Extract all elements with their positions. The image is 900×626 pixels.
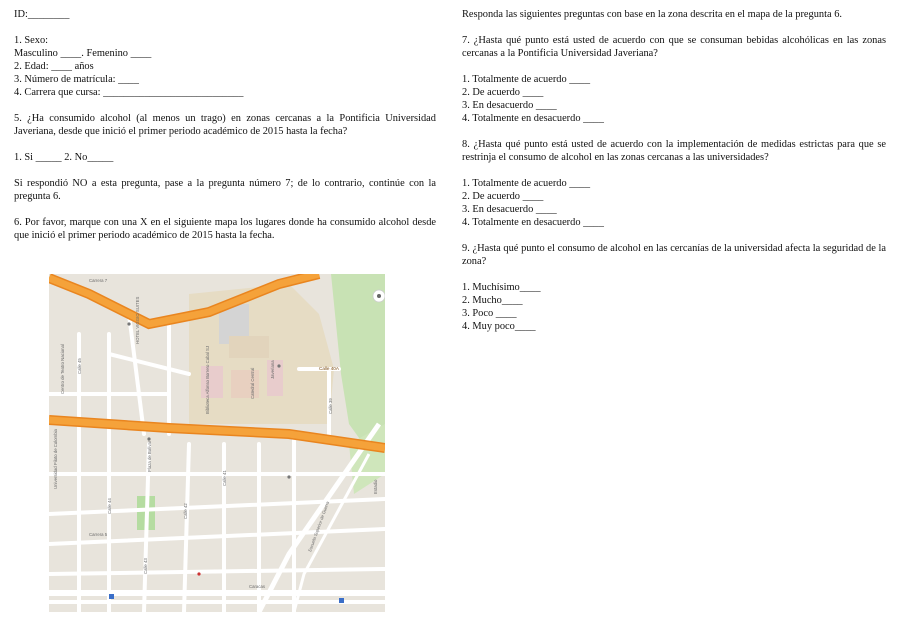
map-label-biblioteca: Biblioteca Alfonso Borrero Cabal SJ — [205, 345, 210, 414]
question-7-option-2: 2. De acuerdo ____ — [462, 87, 544, 98]
map-label-centro-teatro: Centro de Teatro Nacional — [60, 344, 65, 394]
map-label-carrera5: Carrera 5 — [89, 532, 108, 537]
map-label-calle42: Calle 42 — [183, 503, 188, 519]
question-1-options: Masculino ____. Femenino ____ — [14, 48, 152, 59]
map-label-carrera7: Carrera 7 — [89, 278, 108, 283]
question-8-option-3: 3. En desacuerdo ____ — [462, 204, 557, 215]
map-label-plaza-bolivar: Plaza de Bolívar — [147, 440, 152, 472]
map-label-calle43: Calle 43 — [143, 558, 148, 574]
right-column — [462, 8, 886, 333]
map-label-caracas: Caracas — [249, 584, 266, 589]
question-7-option-4: 4. Totalmente en desacuerdo ____ — [462, 113, 604, 124]
question-9-option-4: 4. Muy poco____ — [462, 321, 536, 332]
question-8: 8. ¿Hasta qué punto está usted de acuerdo con la implementación de medidas estrictas para que se restrinja el consumo de alcohol en las zonas cercanas a las universidades? — [462, 139, 886, 163]
question-8-option-4: 4. Totalmente en desacuerdo ____ — [462, 217, 604, 228]
map-label-calle40a: Calle 40A — [319, 366, 339, 371]
map-label-javeriana: Javeriana — [270, 360, 275, 379]
question-9-option-2: 2. Mucho____ — [462, 295, 523, 306]
question-7-option-3: 3. En desacuerdo ____ — [462, 100, 557, 111]
question-7-option-1: 1. Totalmente de acuerdo ____ — [462, 74, 591, 85]
question-9-option-1: 1. Muchísimo____ — [462, 282, 541, 293]
question-5-options: 1. Si _____ 2. No_____ — [14, 152, 114, 163]
map-label-calle44: Calle 44 — [107, 498, 112, 514]
question-7: 7. ¿Hasta qué punto está usted de acuerdo con que se consuman bebidas alcohólicas en las zonas cercanas a la Pontificia Universidad Javeriana? — [462, 35, 886, 59]
id-field: ID:________ — [14, 9, 70, 20]
right-intro: Responda las siguientes preguntas con base en la zona descrita en el mapa de la pregunta 6. — [462, 9, 842, 20]
question-5-note: Si respondió NO a esta pregunta, pase a la pregunta número 7; de lo contrario, continúe con la pregunta 6. — [14, 178, 436, 202]
map-label-calle45: Calle 45 — [77, 358, 82, 374]
map-label-estadio: Estadio — [373, 479, 378, 494]
map-label-universidad-piloto: Universidad Piloto de Colombia — [53, 429, 58, 489]
question-1-label: 1. Sexo: — [14, 35, 49, 46]
map-label-escuela: Escuela Superior de Guerra — [307, 500, 331, 553]
map-label-catedral: Catedral Central — [250, 367, 255, 399]
area-map[interactable] — [49, 274, 385, 612]
question-5: 5. ¿Ha consumido alcohol (al menos un trago) en zonas cercanas a la Pontificia Universidad Javeriana, desde que inició el primer periodo académico de 2015 hasta la fecha? — [14, 113, 436, 137]
map-label-calle39: Calle 39 — [328, 398, 333, 414]
question-8-option-2: 2. De acuerdo ____ — [462, 191, 544, 202]
question-6: 6. Por favor, marque con una X en el siguiente mapa los lugares donde ha consumido alcohol desde que inició el primer periodo académico de 2015 hasta la fecha. — [14, 217, 436, 241]
question-3: 3. Número de matrícula: ____ — [14, 74, 139, 85]
question-9: 9. ¿Hasta qué punto el consumo de alcohol en las cercanías de la universidad afecta la seguridad de la zona? — [462, 243, 886, 267]
map-label-calle41: Calle 41 — [222, 470, 227, 486]
map-label-hotel: HOTEL VIGGIO SUITES — [135, 296, 140, 344]
question-9-option-3: 3. Poco ____ — [462, 308, 517, 319]
question-2: 2. Edad: ____ años — [14, 61, 94, 72]
question-8-option-1: 1. Totalmente de acuerdo ____ — [462, 178, 591, 189]
question-4: 4. Carrera que cursa: ___________________________ — [14, 87, 244, 98]
left-column — [14, 8, 436, 242]
